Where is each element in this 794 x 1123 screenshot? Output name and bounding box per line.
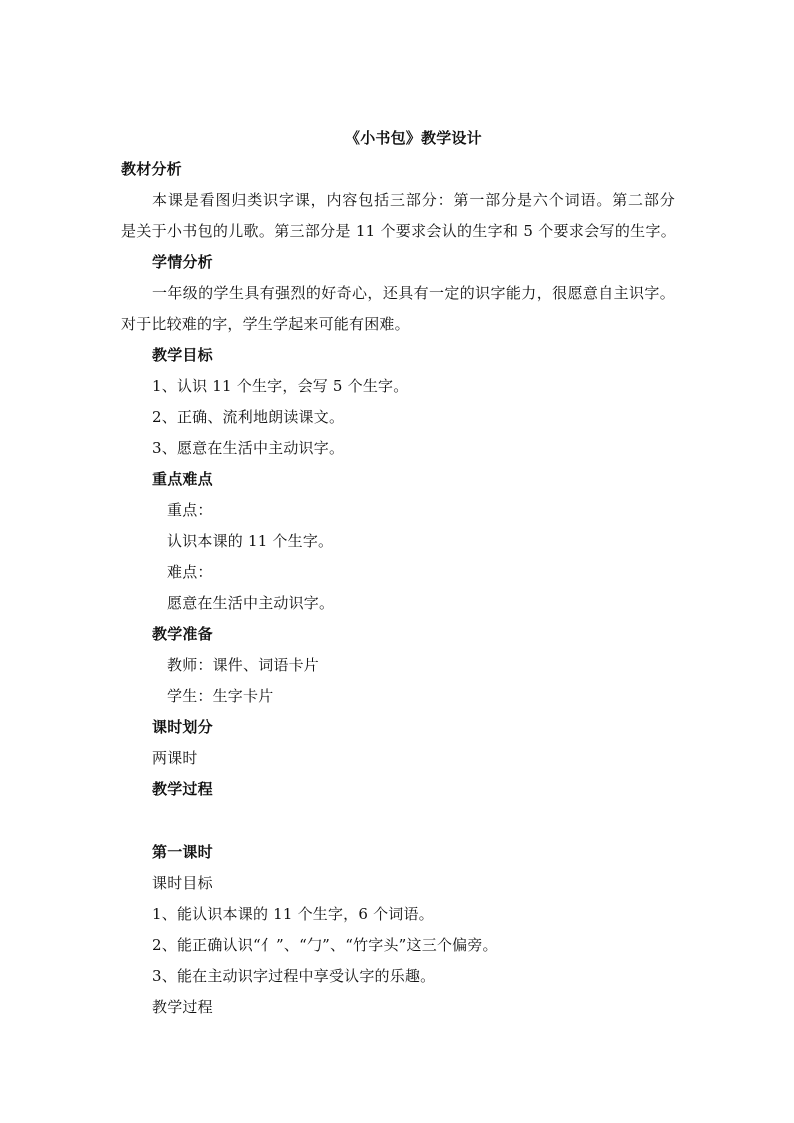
first-lesson-goal-item: 3、能在主动识字过程中享受认字的乐趣。 <box>152 967 436 985</box>
first-lesson-goal-item: 2、能正确认识“亻”、“勹”、“竹字头”这三个偏旁。 <box>152 936 498 954</box>
student-analysis-line-1: 一年级的学生具有强烈的好奇心，还具有一定的识字能力，很愿意自主识字。 <box>152 284 675 302</box>
key-point-text: 认识本课的 11 个生字。 <box>167 532 334 550</box>
difficult-point-label: 难点： <box>167 563 213 581</box>
teaching-goal-item: 3、愿意在生活中主动识字。 <box>152 439 345 457</box>
heading-first-lesson: 第一课时 <box>152 843 213 861</box>
heading-key-difficult: 重点难点 <box>152 470 213 488</box>
key-point-label: 重点： <box>167 501 213 519</box>
heading-teaching-goals: 教学目标 <box>152 346 213 364</box>
preparation-student: 学生：生字卡片 <box>167 687 274 705</box>
preparation-teacher: 教师：课件、词语卡片 <box>167 656 320 674</box>
textbook-analysis-line-2: 是关于小书包的儿歌。第三部分是 11 个要求会认的生字和 5 个要求会写的生字。 <box>121 222 676 240</box>
heading-textbook-analysis: 教材分析 <box>121 160 182 178</box>
first-lesson-goals-label: 课时目标 <box>152 874 213 892</box>
first-lesson-goal-item: 1、能认识本课的 11 个生字，6 个词语。 <box>152 905 434 923</box>
schedule-text: 两课时 <box>152 749 198 767</box>
heading-schedule: 课时划分 <box>152 718 213 736</box>
student-analysis-line-2: 对于比较难的字，学生学起来可能有困难。 <box>121 315 410 333</box>
textbook-analysis-line-1: 本课是看图归类识字课，内容包括三部分：第一部分是六个词语。第二部分 <box>152 191 675 209</box>
difficult-point-text: 愿意在生活中主动识字。 <box>167 594 335 612</box>
teaching-goal-item: 2、正确、流利地朗读课文。 <box>152 408 345 426</box>
first-lesson-process-label: 教学过程 <box>152 998 213 1016</box>
teaching-goal-item: 1、认识 11 个生字，会写 5 个生字。 <box>152 377 409 395</box>
heading-preparation: 教学准备 <box>152 625 213 643</box>
heading-process: 教学过程 <box>152 780 213 798</box>
heading-student-analysis: 学情分析 <box>152 253 213 271</box>
page-title: 《小书包》教学设计 <box>345 129 482 147</box>
